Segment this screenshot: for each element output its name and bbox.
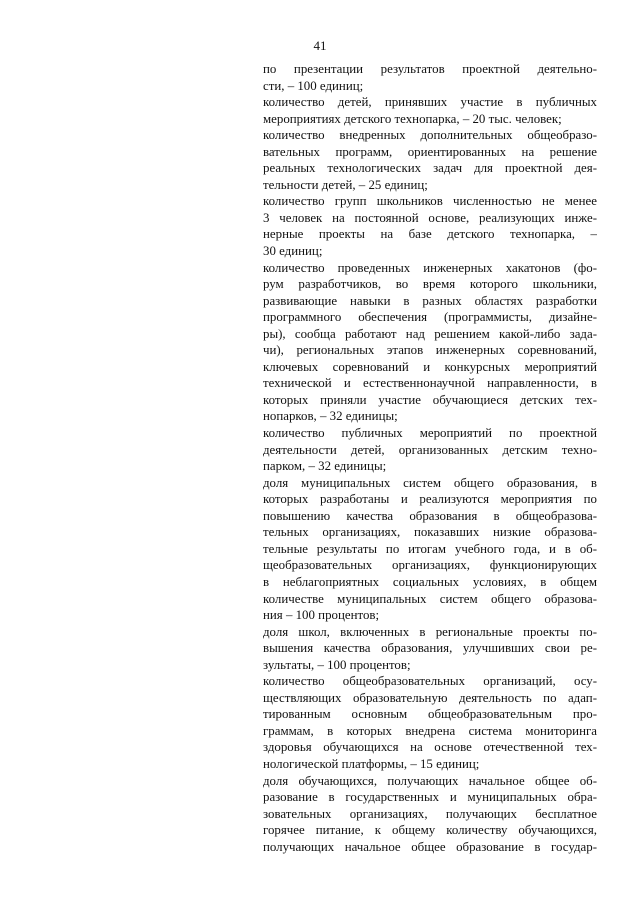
paragraph-line: зультаты, – 100 процентов; bbox=[263, 657, 411, 672]
paragraph-line: 30 единиц; bbox=[263, 244, 323, 259]
paragraph bbox=[263, 61, 597, 94]
paragraph-line: количество групп школьников численностью не менее bbox=[263, 194, 597, 209]
paragraph-line: ключевых соревнований и конкурсных мероприятий bbox=[263, 359, 597, 374]
paragraph-line: 3 человек на постоянной основе, реализующих инже- bbox=[263, 210, 597, 225]
paragraph-line: здоровья обучающихся на основе отечественной тех- bbox=[263, 740, 597, 755]
paragraph-line: в неблагоприятных социальных условиях, в общем bbox=[263, 574, 597, 589]
paragraph bbox=[263, 193, 597, 259]
paragraph bbox=[263, 260, 597, 425]
paragraph-line: горячее питание, к общему количеству обучающихся, bbox=[263, 823, 597, 838]
paragraph-line: повышению качества образования в общеобразова- bbox=[263, 508, 597, 523]
paragraph-line: количестве муниципальных систем общего образова- bbox=[263, 591, 597, 606]
paragraph-line: количество публичных мероприятий по проектной bbox=[263, 426, 597, 441]
paragraph-line: доля школ, включенных в региональные проекты по- bbox=[263, 624, 597, 639]
paragraph-line: нопарков, – 32 единицы; bbox=[263, 409, 398, 424]
paragraph-line: которых разработаны и реализуются мероприятия по bbox=[263, 492, 597, 507]
paragraph-line: парком, – 32 единицы; bbox=[263, 459, 387, 474]
paragraph-line: щеобразовательных организациях, функционирующих bbox=[263, 558, 597, 573]
paragraph-line: получающих начальное общее образование в государ- bbox=[263, 839, 597, 854]
paragraph-line: количество общеобразовательных организаций, осу- bbox=[263, 674, 597, 689]
paragraph-line: технической и естественнонаучной направленности, в bbox=[263, 376, 597, 391]
paragraph-line: ществляющих образовательную деятельность по адап- bbox=[263, 690, 597, 705]
paragraph bbox=[263, 94, 597, 127]
document-text-column bbox=[263, 61, 597, 855]
paragraph-line: количество внедренных дополнительных общеобразо- bbox=[263, 128, 597, 143]
paragraph-line: тированным основным общеобразовательным про- bbox=[263, 707, 597, 722]
paragraph-line: программного обеспечения (программисты, дизайне- bbox=[263, 310, 597, 325]
paragraph bbox=[263, 425, 597, 475]
paragraph-line: рум разработчиков, во время которого школьники, bbox=[263, 277, 597, 292]
paragraph-line: вательных программ, ориентированных на решение bbox=[263, 144, 597, 159]
paragraph-line: чи), региональных этапов инженерных соревнований, bbox=[263, 343, 597, 358]
paragraph-line: ры), сообща работают над решением какой-либо зада- bbox=[263, 326, 597, 341]
paragraph-line: ния – 100 процентов; bbox=[263, 608, 380, 623]
paragraph bbox=[263, 773, 597, 856]
paragraph-line: деятельности детей, организованных детским техно- bbox=[263, 442, 597, 457]
paragraph-line: нерные проекты на базе детского технопарка, – bbox=[263, 227, 597, 242]
paragraph-line: доля обучающихся, получающих начальное общее об- bbox=[263, 773, 597, 788]
paragraph bbox=[263, 673, 597, 772]
paragraph-line: мероприятиях детского технопарка, – 20 тыс. человек; bbox=[263, 111, 562, 126]
paragraph-line: нологической платформы, – 15 единиц; bbox=[263, 756, 480, 771]
paragraph-line: вышения качества образования, улучшивших свои ре- bbox=[263, 641, 597, 656]
paragraph-line: доля муниципальных систем общего образования, в bbox=[263, 475, 597, 490]
page-number: 41 bbox=[313, 38, 327, 53]
paragraph-line: сти, – 100 единиц; bbox=[263, 78, 364, 93]
paragraph-line: граммам, в которых внедрена система мониторинга bbox=[263, 723, 597, 738]
paragraph-line: по презентации результатов проектной деятельно- bbox=[263, 62, 597, 76]
paragraph-line: разование в государственных и муниципальных обра- bbox=[263, 790, 597, 805]
paragraph-line: которых приняли участие обучающиеся детских тех- bbox=[263, 392, 597, 407]
paragraph-line: количество проведенных инженерных хакатонов (фо- bbox=[263, 260, 597, 275]
paragraph-line: развивающие навыки в разных областях разработки bbox=[263, 293, 597, 308]
paragraph bbox=[263, 127, 597, 193]
paragraph-line: реальных технологических задач для проектной дея- bbox=[263, 161, 597, 176]
paragraph bbox=[263, 475, 597, 624]
paragraph bbox=[263, 624, 597, 674]
paragraph-line: тельных организациях, показавших низкие образова- bbox=[263, 525, 597, 540]
paragraph-line: тельные результаты по итогам учебного года, и в об- bbox=[263, 541, 597, 556]
paragraph-line: тельности детей, – 25 единиц; bbox=[263, 177, 428, 192]
paragraph-line: количество детей, принявших участие в публичных bbox=[263, 95, 597, 110]
paragraph-line: зовательных организациях, получающих бесплатное bbox=[263, 806, 597, 821]
